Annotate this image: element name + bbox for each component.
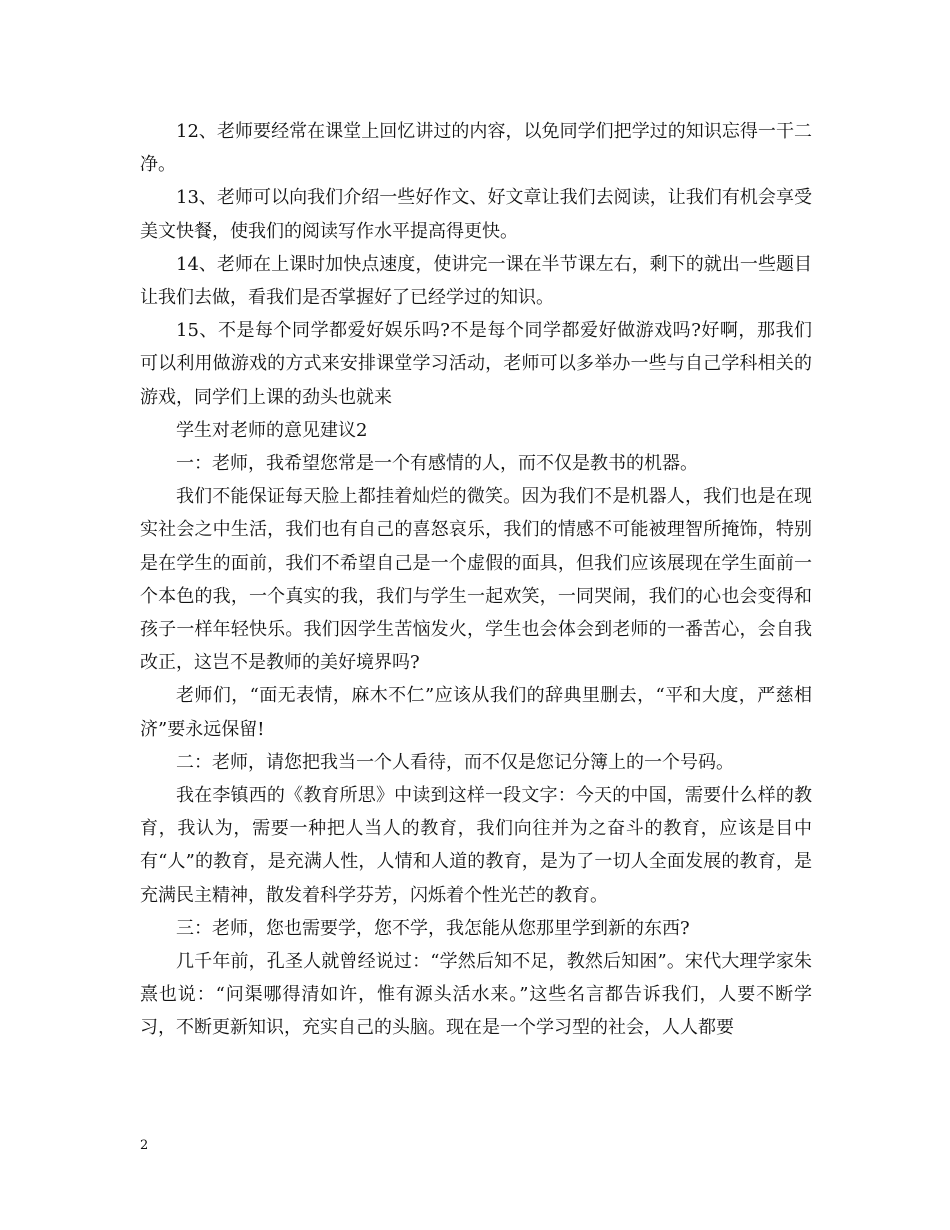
paragraph-14: 14、老师在上课时加快点速度，使讲完一课在半节课左右，剩下的就出一些题目让我们去做，看我们是否掌握好了已经学过的知识。: [140, 253, 812, 309]
point-one-heading: 一：老师，我希望您常是一个有感情的人，而不仅是教书的机器。: [176, 453, 698, 475]
paragraph-15: 15、不是每个同学都爱好娱乐吗?不是每个同学都爱好做游戏吗?好啊，那我们可以利用做游戏的方式来安排课堂学习活动，老师可以多举办一些与自己学科相关的游戏，同学们上课的劲头也就来: [140, 320, 812, 408]
point-two-body: 我在李镇西的《教育所思》中读到这样一段文字：今天的中国，需要什么样的教育，我认为，需要一种把人当人的教育，我们向往并为之奋斗的教育，应该是目中有“人”的教育，是充满人性，人情和人道的教育，是为了一切人全面发展的教育，是充满民主精神，散发着科学芬芳，闪烁着个性光芒的教育。: [140, 785, 812, 906]
point-three-body: 几千年前，孔圣人就曾经说过：“学然后知不足，教然后知困”。宋代大理学家朱熹也说：“问渠哪得清如许，惟有源头活水来。”这些名言都告诉我们，人要不断学习，不断更新知识，充实自己的头脑。现在是一个学习型的社会，人人都要: [140, 951, 812, 1039]
paragraph-12: 12、老师要经常在课堂上回忆讲过的内容，以免同学们把学过的知识忘得一干二净。: [140, 121, 812, 176]
page-number: 2: [140, 1138, 149, 1153]
point-one-conclusion: 老师们，“面无表情，麻木不仁”应该从我们的辞典里删去，“平和大度，严慈相济”要永远保留!: [140, 685, 812, 740]
document-body: [140, 115, 812, 1045]
point-one-body: 我们不能保证每天脸上都挂着灿烂的微笑。因为我们不是机器人，我们也是在现实社会之中生活，我们也有自己的喜怒哀乐，我们的情感不可能被理智所掩饰，特别是在学生的面前，我们不希望自己是一个虚假的面具，但我们应该展现在学生面前一个本色的我，一个真实的我，我们与学生一起欢笑，一同哭闹，我们的心也会变得和孩子一样年轻快乐。我们因学生苦恼发火，学生也会体会到老师的一番苦心，会自我改正，这岂不是教师的美好境界吗?: [140, 486, 812, 674]
paragraph-13: 13、老师可以向我们介绍一些好作文、好文章让我们去阅读，让我们有机会享受美文快餐，使我们的阅读写作水平提高得更快。: [140, 187, 812, 242]
point-two-heading: 二：老师，请您把我当一个人看待，而不仅是您记分簿上的一个号码。: [176, 751, 734, 773]
section-heading: 学生对老师的意见建议2: [176, 419, 368, 441]
point-three-heading: 三：老师，您也需要学，您不学，我怎能从您那里学到新的东西?: [176, 917, 690, 939]
